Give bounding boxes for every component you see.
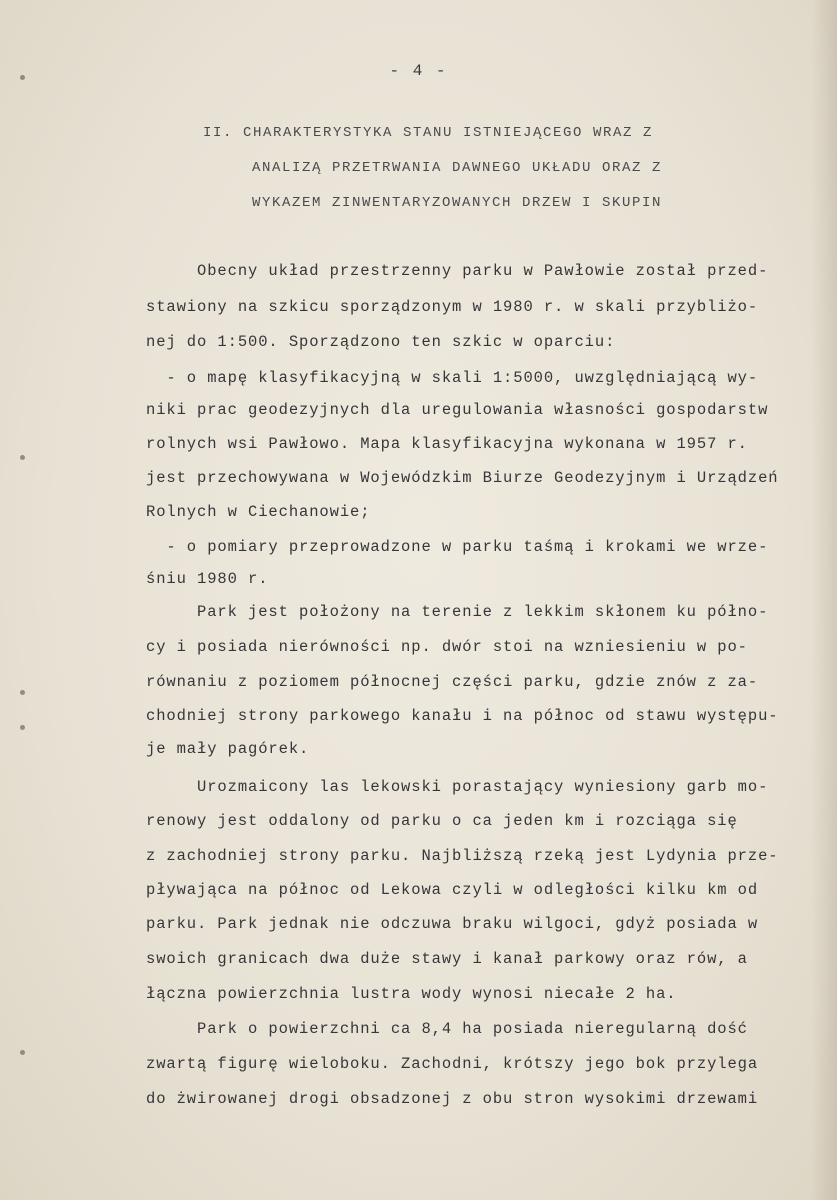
- page-number: - 4 -: [389, 62, 448, 80]
- text-line: stawiony na szkicu sporządzonym w 1980 r. w skali przybliżo-: [146, 298, 759, 316]
- text-line: śniu 1980 r.: [146, 570, 269, 588]
- text-line: Park jest położony na terenie z lekkim skłonem ku półno-: [146, 603, 769, 621]
- text-line: niki prac geodezyjnych dla uregulowania własności gospodarstw: [146, 401, 769, 419]
- text-line: je mały pagórek.: [146, 740, 310, 758]
- text-line: Rolnych w Ciechanowie;: [146, 503, 371, 521]
- text-line: Urozmaicony las lekowski porastający wyniesiony garb mo-: [146, 778, 769, 796]
- text-line: łączna powierzchnia lustra wody wynosi niecałe 2 ha.: [146, 985, 677, 1003]
- text-line: jest przechowywana w Wojewódzkim Biurze Geodezyjnym i Urządzeń: [146, 469, 779, 487]
- punch-hole-mark: [20, 455, 25, 460]
- text-line: chodniej strony parkowego kanału i na północ od stawu występu-: [146, 707, 779, 725]
- punch-hole-mark: [20, 1050, 25, 1055]
- text-line: zwartą figurę wieloboku. Zachodni, krótszy jego bok przylega: [146, 1055, 759, 1073]
- page-edge-shadow: [811, 0, 837, 1200]
- punch-hole-mark: [20, 690, 25, 695]
- text-line: rolnych wsi Pawłowo. Mapa klasyfikacyjna wykonana w 1957 r.: [146, 435, 748, 453]
- text-line: renowy jest oddalony od parku o ca jeden km i rozciąga się: [146, 812, 738, 830]
- text-line: nej do 1:500. Sporządzono ten szkic w oparciu:: [146, 333, 616, 351]
- text-line: - o pomiary przeprowadzone w parku taśmą i krokami we wrze-: [146, 538, 769, 556]
- text-line: - o mapę klasyfikacyjną w skali 1:5000, uwzględniającą wy-: [146, 369, 759, 387]
- heading-line-2: ANALIZĄ PRZETRWANIA DAWNEGO UKŁADU ORAZ Z: [252, 160, 663, 176]
- text-line: do żwirowanej drogi obsadzonej z obu stron wysokimi drzewami: [146, 1090, 759, 1108]
- text-line: parku. Park jednak nie odczuwa braku wilgoci, gdyż posiada w: [146, 915, 759, 933]
- text-line: z zachodniej strony parku. Najbliższą rzeką jest Lydynia prze-: [146, 847, 779, 865]
- text-line: Obecny układ przestrzenny parku w Pawłowie został przed-: [146, 262, 769, 280]
- text-line: równaniu z poziomem północnej części parku, gdzie znów z za-: [146, 673, 759, 691]
- text-line: cy i posiada nierówności np. dwór stoi na wzniesieniu w po-: [146, 638, 748, 656]
- text-line: pływająca na północ od Lekowa czyli w odległości kilku km od: [146, 881, 759, 899]
- text-line: Park o powierzchni ca 8,4 ha posiada nieregularną dość: [146, 1020, 748, 1038]
- heading-line-1: II. CHARAKTERYSTYKA STANU ISTNIEJĄCEGO WRAZ Z: [203, 125, 654, 141]
- text-line: swoich granicach dwa duże stawy i kanał parkowy oraz rów, a: [146, 950, 748, 968]
- heading-line-3: WYKAZEM ZINWENTARYZOWANYCH DRZEW I SKUPIN: [252, 195, 663, 211]
- punch-hole-mark: [20, 725, 25, 730]
